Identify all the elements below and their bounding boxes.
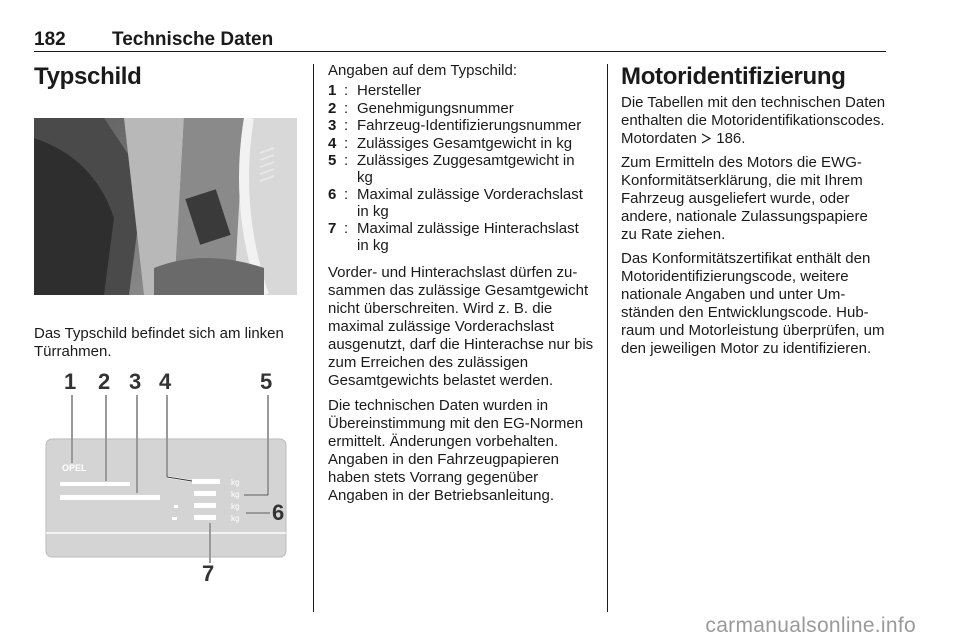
- motor-paragraph-2: Zum Ermitteln des Motors die EWG-Konformitätserklärung, die mit Ihrem Fahrzeug ausgeliefert wurde, oder andere, nationale Zulassungspapiere zu Rate ziehen.: [621, 154, 868, 243]
- watermark: carmanualsonline.info: [705, 614, 916, 637]
- column-angaben: [328, 62, 594, 505]
- list-item: 6 : Maximal zulässige Vorderachslast in kg: [328, 186, 583, 220]
- column-divider: [607, 64, 608, 612]
- callout-2: 2: [98, 369, 111, 394]
- angaben-intro: Angaben auf dem Typschild:: [328, 62, 518, 79]
- plate-brand: OPEL: [62, 463, 87, 473]
- typschild-caption: Das Typschild befindet sich am linken Türrahmen.: [34, 325, 284, 360]
- list-item: 7 : Maximal zulässige Hinterachslast in kg: [328, 220, 579, 254]
- motor-paragraph-1: Die Tabellen mit den technischen Daten enthalten die Motoridentifikationscodes. Motordaten 186.: [621, 94, 886, 147]
- callout-5: 5: [260, 369, 273, 394]
- callout-4: 4: [159, 369, 172, 394]
- page-reference[interactable]: 186.: [716, 130, 746, 147]
- list-item: 5 : Zulässiges Zuggesamtgewicht in kg: [328, 152, 575, 186]
- list-item: 1 : Hersteller: [328, 82, 422, 99]
- page-reference-arrow-icon: [701, 133, 712, 144]
- callout-3: 3: [129, 369, 142, 394]
- list-item: 3 : Fahrzeug-Identifizierungsnummer: [328, 117, 582, 134]
- plate-unit: kg: [231, 502, 240, 511]
- section-heading-motoridentifizierung: Motoridentifizierung: [621, 63, 846, 90]
- list-item: 2 : Genehmigungsnummer: [328, 99, 514, 117]
- plate-unit: kg: [231, 490, 240, 499]
- eg-normen-paragraph: Die technischen Daten wurden in Übereinstimmung mit den EG-Normen ermittelt. Änderungen vorbehalten. Angaben in den Fahrzeugpapieren haben stets Vorrang gegenüber Angaben in der Betriebsanleitung.: [328, 397, 584, 504]
- column-motor: [621, 62, 887, 358]
- callout-6: 6: [272, 500, 285, 525]
- column-divider: [313, 64, 314, 612]
- type-plate-diagram: [34, 367, 297, 583]
- plate-unit: kg: [231, 514, 240, 523]
- list-item: 4 : Zulässiges Gesamtgewicht in kg: [328, 134, 573, 152]
- door-frame-photo: [34, 118, 297, 295]
- motor-paragraph-3: Das Konformitätszertifikat enthält den Motoridentifizierungscode, weitere nationale Angaben und unter Umständen den Entwicklungscode. Hubraum und Motorleistung überprüfen, um den jeweiligen Motor zu identifizieren.: [621, 250, 885, 357]
- angaben-list: [328, 83, 594, 254]
- page-number: 182: [34, 29, 66, 50]
- page-header: [34, 28, 886, 52]
- achslast-paragraph: Vorder- und Hinterachslast dürfen zusammen das zulässige Gesamtgewicht nicht überschreiten. Wird z. B. die maximal zulässige Vorderachslast ausgenutzt, darf die Hinterachse nur bis zum Erreichen des zulässigen Gesamtgewichts belastet werden.: [328, 264, 594, 389]
- section-heading-typschild: Typschild: [34, 63, 142, 90]
- column-typschild: [34, 62, 300, 92]
- callout-7: 7: [202, 561, 215, 583]
- page-title: Technische Daten: [112, 29, 274, 50]
- plate-unit: kg: [231, 478, 240, 487]
- callout-1: 1: [64, 369, 77, 394]
